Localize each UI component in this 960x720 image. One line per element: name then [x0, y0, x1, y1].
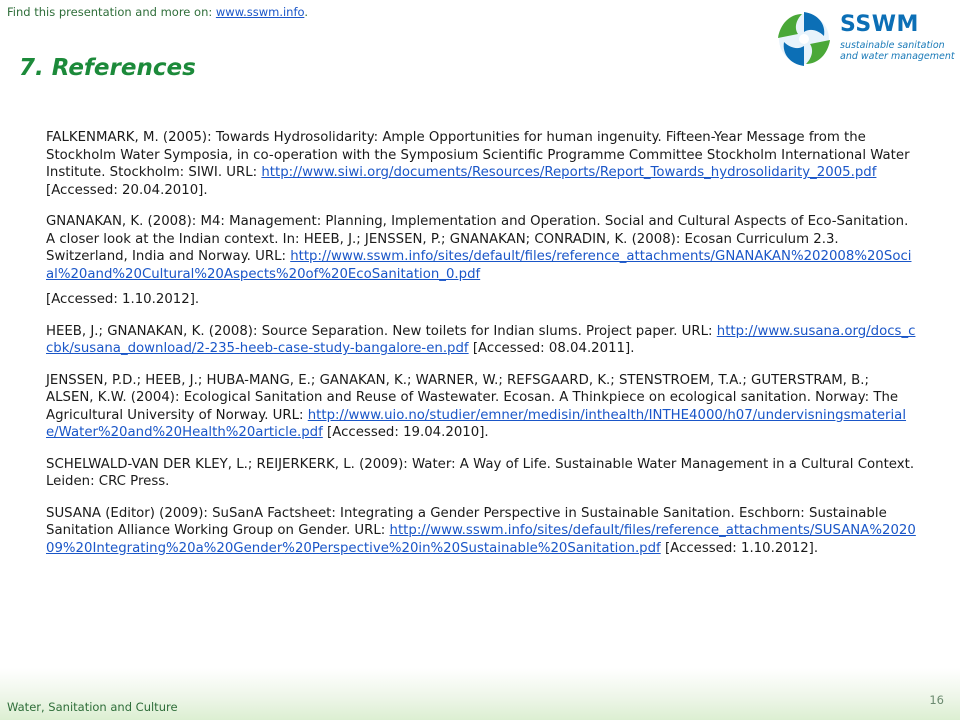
reference-item — [46, 213, 916, 309]
reference-item — [46, 456, 916, 491]
reference-item — [46, 505, 916, 558]
logo-subtitle: sustainable sanitation and water management — [840, 40, 955, 62]
logo-title: SSWM — [840, 12, 919, 37]
reference-url-link[interactable]: http://www.sswm.info/sites/default/files/reference_attachments/GNANAKAN%202008%20Social%20and%20Cultural%20Aspects%20of%20EcoSanitation_0.pdf — [46, 249, 912, 282]
sswm-website-link[interactable]: www.sswm.info — [215, 5, 305, 19]
reference-url-link[interactable]: http://www.uio.no/studier/emner/medisin/inthealth/INTHE4000/h07/undervisningsmateriale/Water%20and%20Health%20article.pdf — [46, 407, 907, 440]
page-title: 7. References — [19, 55, 196, 81]
reference-text: JENSSEN, P.D.; HEEB, J.; HUBA-MANG, E.; GANAKAN, K.; WARNER, W.; REFSGAARD, K.; STENSTROEM, T.A.; GUTERSTRAM, B.; ALSEN, K.W. (2004): Ecological Sanitation and Reuse of Wastewater. Ecosan. A Thinkpiece on ecological sanitation. Norway: The Agricultural University of Norway. URL: — [46, 372, 899, 423]
reference-text: HEEB, J.; GNANAKAN, K. (2008): Source Separation. New toilets for Indian slums. Project paper. URL: — [46, 323, 717, 339]
reference-text: SCHELWALD-VAN DER KLEY, L.; REIJERKERK, L. (2009): Water: A Way of Life. Sustainable Water Management in a Cultural Context. Leiden: CRC Press. — [46, 456, 915, 489]
reference-text: GNANAKAN, K. (2008): M4: Management: Planning, Implementation and Operation. Social and Cultural Aspects of Eco-Sanitation. A closer look at the Indian context. In: HEEB, J.; JENSSEN, P.; GNANAKAN; CONRADIN, K. (2008): Ecosan Curriculum 2.3. Switzerland, India and Norway. URL: — [46, 214, 909, 264]
reference-list — [46, 129, 916, 571]
source-note-prefix: Find this presentation and more on: — [7, 5, 216, 19]
reference-url-link[interactable]: http://www.siwi.org/documents/Resources/Reports/Report_Towards_hydrosolidarity_2005.pdf — [261, 165, 877, 180]
sswm-logo — [774, 6, 955, 72]
reference-accessed: [Accessed: 20.04.2010]. — [46, 182, 208, 198]
page-number: 16 — [929, 693, 944, 707]
reference-accessed: [Accessed: 1.10.2012]. — [46, 292, 200, 307]
reference-item — [46, 372, 916, 442]
presentation-source-note — [7, 5, 308, 19]
reference-url-link[interactable]: http://www.sswm.info/sites/default/files/reference_attachments/SUSANA%202009%20Integrating%20a%20Gender%20Perspective%20in%20Sustainable%20Sanitation.pdf — [46, 523, 916, 556]
source-note-suffix: . — [304, 5, 308, 19]
footer-label: Water, Sanitation and Culture — [7, 700, 178, 714]
sswm-emblem-icon — [774, 6, 834, 70]
reference-item — [46, 323, 916, 358]
reference-accessed: [Accessed: 08.04.2011]. — [468, 341, 635, 356]
reference-accessed: [Accessed: 19.04.2010]. — [322, 425, 489, 440]
reference-accessed: [Accessed: 1.10.2012]. — [660, 540, 819, 556]
reference-url-link[interactable]: http://www.susana.org/docs_ccbk/susana_download/2-235-heeb-case-study-bangalore-en.pdf — [46, 323, 916, 356]
reference-text: SUSANA (Editor) (2009): SuSanA Factsheet: Integrating a Gender Perspective in Sustainable Sanitation. Eschborn: Sustainable Sanitation Alliance Working Group on Gender. URL: — [46, 505, 887, 538]
reference-item — [46, 129, 916, 199]
reference-text: FALKENMARK, M. (2005): Towards Hydrosolidarity: Ample Opportunities for human ingenuity. Fifteen-Year Message from the Stockholm Water Symposia, in co-operation with the Symposium Scientific Programme Committee Stockholm International Water Institute. Stockholm: SIWI. URL: — [46, 130, 910, 180]
